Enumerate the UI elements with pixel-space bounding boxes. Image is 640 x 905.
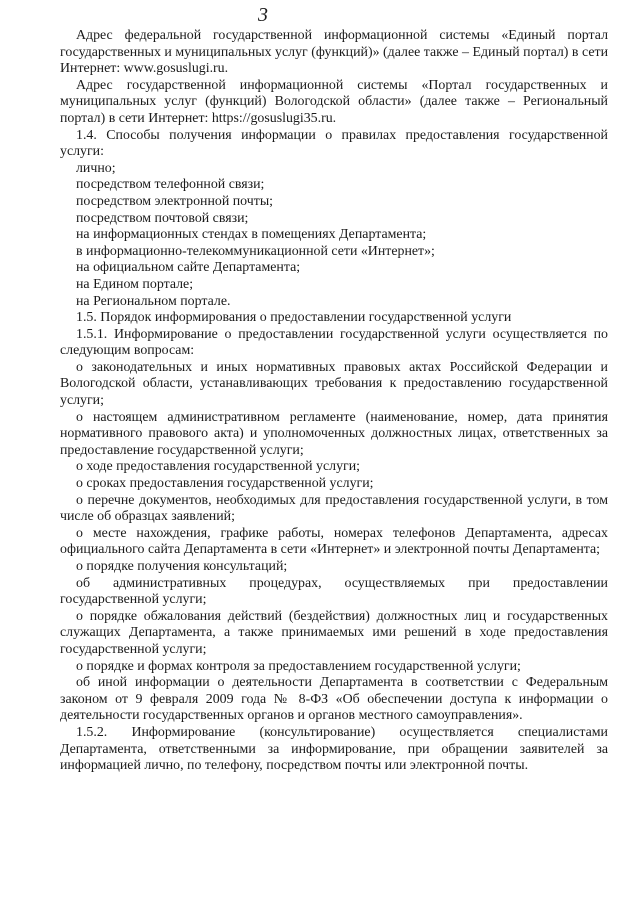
list-item: о месте нахождения, графике работы, номерах телефонов Департамента, адресах официального сайта Департамента в сети «Интернет» и электронной почты Департамента; <box>60 525 608 558</box>
paragraph: Адрес федеральной государственной информационной системы «Единый портал государственных и муниципальных услуг (функций)» (далее также – Единый портал) в сети Интернет: www.gosuslugi.ru. <box>60 28 608 77</box>
list-item: о порядке получения консультаций; <box>76 559 288 574</box>
list-item: о законодательных и иных нормативных правовых актах Российской Федерации и Вологодской области, устанавливающих требования к предоставлению государственной услуги; <box>60 359 608 409</box>
list-item: о перечне документов, необходимых для предоставления государственной услуги, в том числе об образцах заявлений; <box>60 492 608 525</box>
list-item: посредством телефонной связи; <box>76 177 265 193</box>
list-item: на Региональном портале. <box>76 293 231 309</box>
list-item: на информационных стендах в помещениях Департамента; <box>76 227 427 243</box>
list-item: посредством электронной почты; <box>76 193 274 209</box>
list-item: лично; <box>76 160 116 176</box>
paragraph: 1.5.1. Информирование о предоставлении государственной услуги осуществляется по следующим вопросам: <box>60 326 608 359</box>
paragraph: 1.5.2. Информирование (консультирование) осуществляется специалистами Департамента, ответственными за информирование, при обращении заявителей за информацией лично, по телефону, посредством почты или электронной почты. <box>60 724 608 774</box>
list-item: на Едином портале; <box>76 276 194 292</box>
list-item: о порядке и формах контроля за предоставлением государственной услуги; <box>76 658 521 674</box>
list-item: об иной информации о деятельности Департамента в соответствии с Федеральным законом от 9 февраля 2009 года № 8-ФЗ «Об обеспечении доступа к информации о деятельности государственных органов и органов местного самоуправления». <box>60 675 608 724</box>
list-item: о порядке обжалования действий (бездействия) должностных лиц и государственных служащих Департамента, а также принимаемых ими решений в ходе предоставления государственной услуги; <box>60 608 608 657</box>
list-item: об административных процедурах, осуществляемых при предоставлении государственной услуги; <box>60 575 608 608</box>
paragraph: Адрес государственной информационной системы «Портал государственных и муниципальных услуг (функций) Вологодской области» (далее также – Региональный портал) в сети Интернет: https://gosuslugi35.ru. <box>60 77 608 126</box>
page-number: 3 <box>258 4 268 26</box>
list-item: о ходе предоставления государственной услуги; <box>76 459 361 475</box>
section-heading: 1.5. Порядок информирования о предоставлении государственной услуги <box>76 310 512 326</box>
list-item: на официальном сайте Департамента; <box>76 260 301 276</box>
document-body <box>60 28 608 775</box>
section-heading: 1.4. Способы получения информации о правилах предоставления государственной услуги: <box>60 127 608 160</box>
list-item: о сроках предоставления государственной услуги; <box>76 476 374 492</box>
list-item: посредством почтовой связи; <box>76 210 249 226</box>
list-item: о настоящем административном регламенте (наименование, номер, дата принятия нормативного правового акта) и уполномоченных должностных лицах, ответственных за предоставление государственной услуги; <box>60 409 608 458</box>
list-item: в информационно-телекоммуникационной сети «Интернет»; <box>76 243 435 259</box>
